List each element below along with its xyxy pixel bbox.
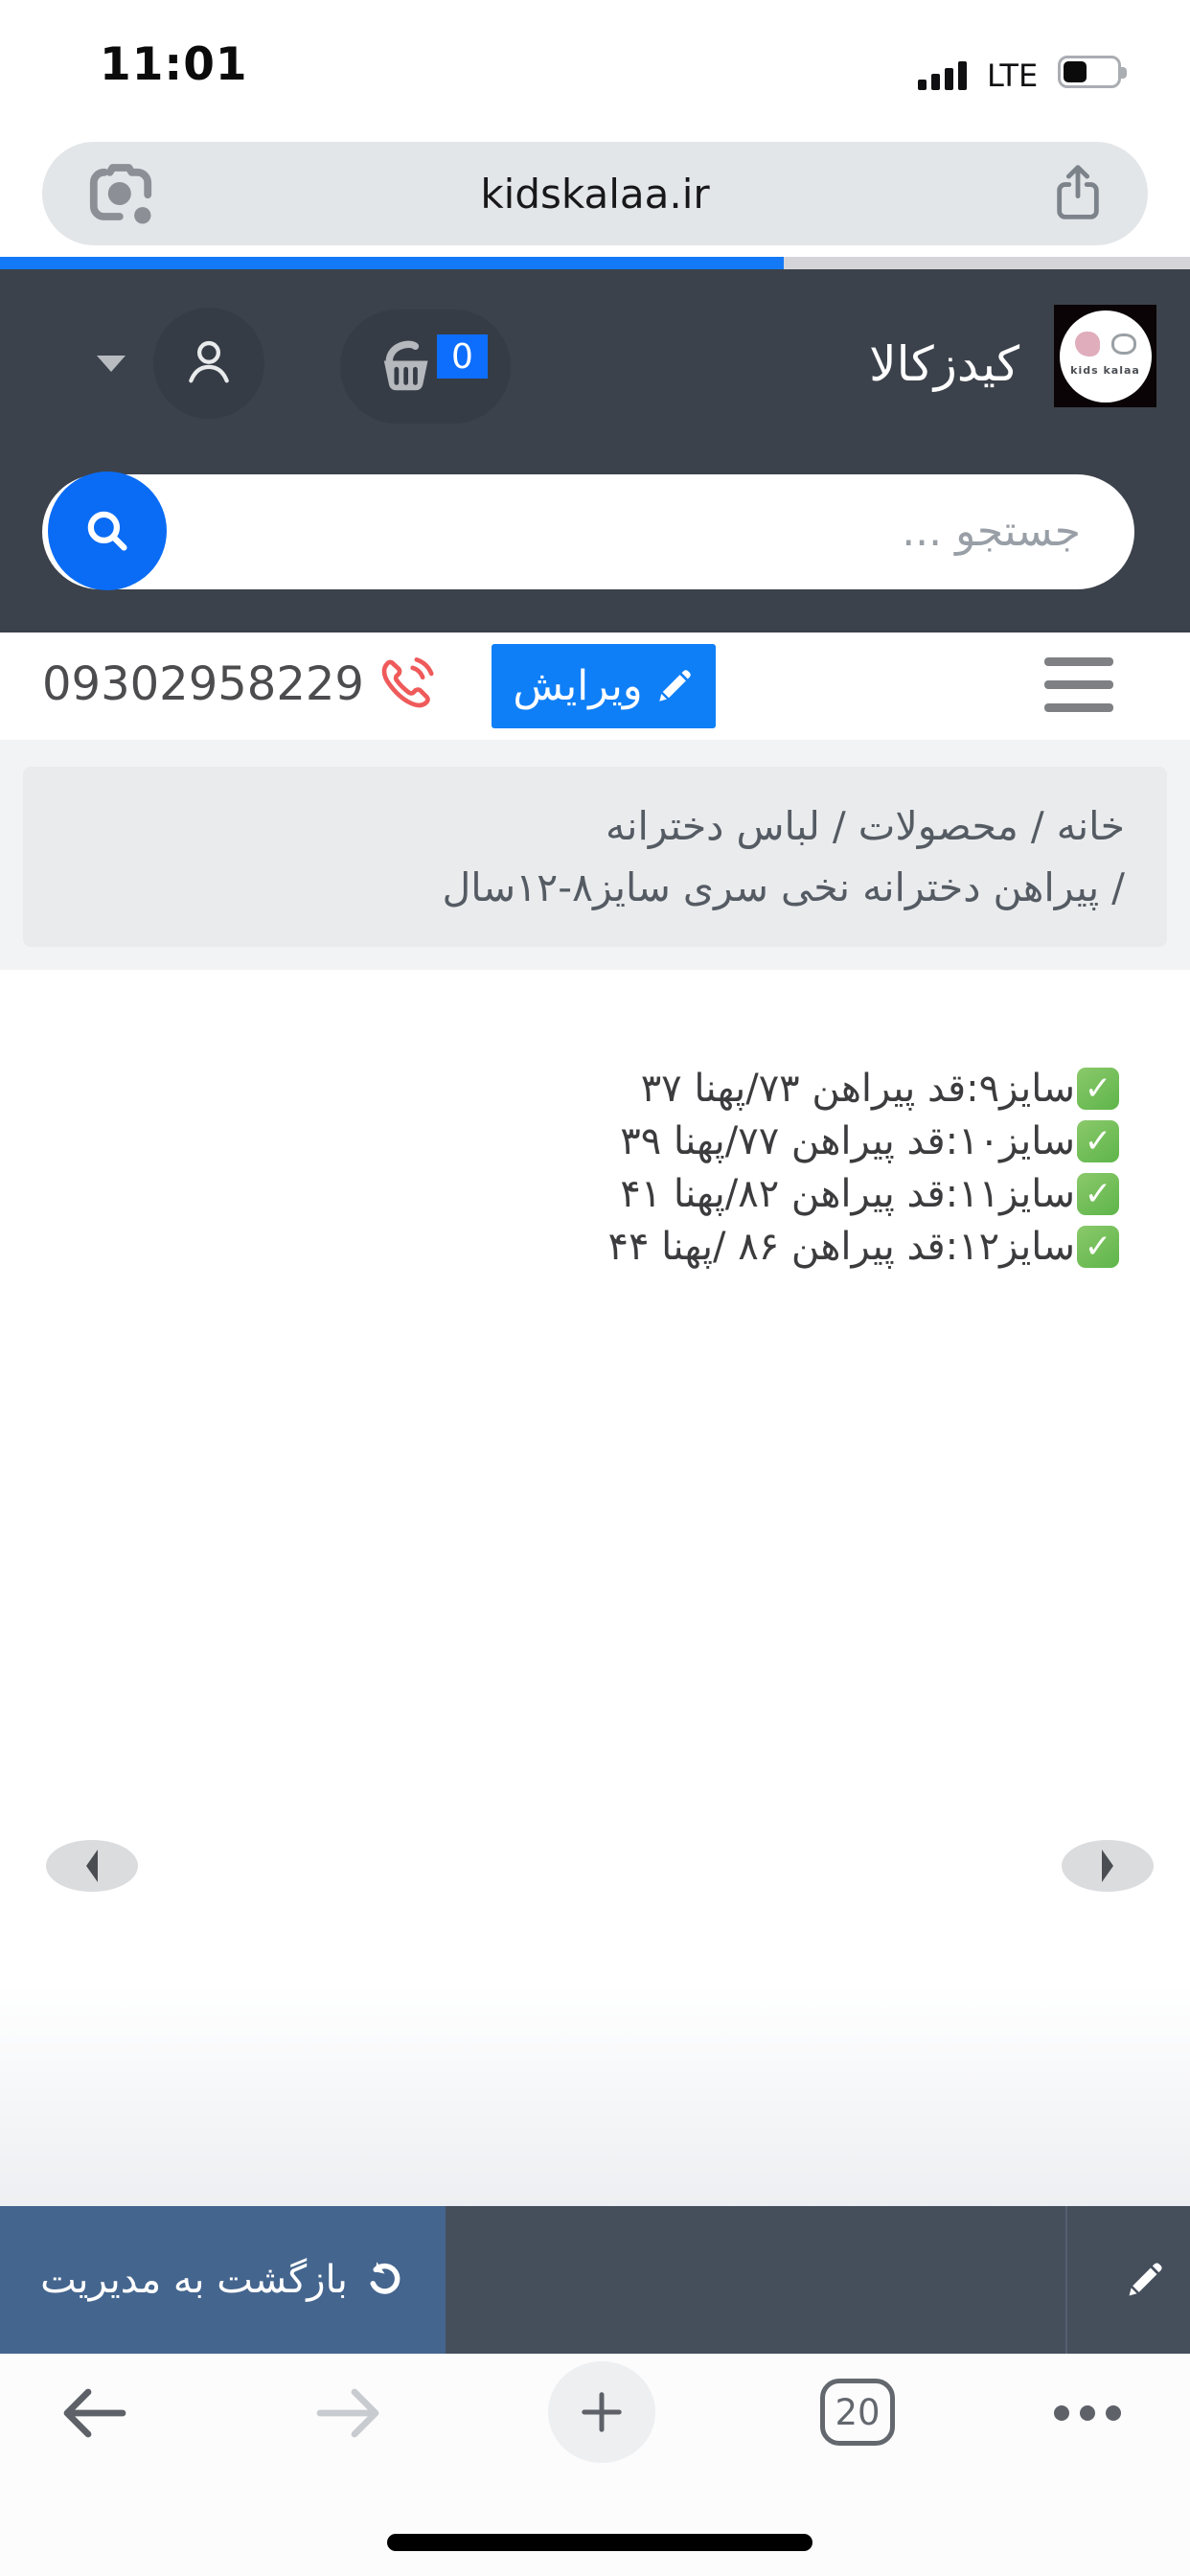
account-button[interactable] [153, 308, 264, 419]
breadcrumb-line-2[interactable]: / پیراهن دخترانه نخی سری سایز۸-۱۲سال [442, 864, 1125, 910]
cart-button[interactable] [340, 310, 511, 424]
edit-button[interactable] [492, 644, 716, 728]
user-icon [178, 331, 240, 396]
new-tab-button[interactable] [548, 2361, 655, 2463]
size-text: سایز۱۱:قد پیراهن ۸۲/پهنا ۴۱ [620, 1171, 1075, 1216]
search-input[interactable] [42, 474, 1134, 589]
status-bar [0, 0, 1190, 134]
undo-icon [363, 2259, 405, 2301]
signal-strength-icon [918, 61, 973, 90]
logo-artwork [1060, 310, 1152, 402]
tab-count: 20 [835, 2391, 881, 2433]
pencil-icon [654, 666, 695, 706]
admin-bar [0, 2206, 1190, 2354]
site-title[interactable]: کیدزکالا [869, 336, 1019, 392]
check-icon [1077, 1173, 1119, 1215]
size-row [608, 1062, 1120, 1115]
check-icon [1077, 1226, 1119, 1268]
address-bar[interactable] [42, 142, 1148, 245]
size-row [608, 1115, 1120, 1167]
back-to-admin-button[interactable] [0, 2206, 446, 2354]
cart-count-badge: 0 [437, 334, 488, 379]
carousel-prev-button[interactable] [46, 1840, 138, 1892]
breadcrumb [23, 767, 1167, 947]
logo-caption: kids kalaa [1070, 363, 1140, 377]
url-text[interactable]: kidskalaa.ir [480, 171, 710, 218]
page-load-progress [0, 257, 1190, 269]
size-text: سایز۹:قد پیراهن ۷۳/پهنا ۳۷ [640, 1066, 1075, 1111]
progress-fill [0, 257, 784, 269]
site-logo[interactable] [1054, 305, 1156, 407]
battery-icon [1058, 56, 1121, 88]
pencil-icon [1124, 2259, 1166, 2301]
breadcrumb-section [0, 740, 1190, 970]
check-icon [1077, 1120, 1119, 1162]
search-icon [80, 503, 135, 559]
browser-address-row [0, 142, 1190, 247]
size-row [608, 1220, 1120, 1273]
ringing-phone-icon[interactable] [374, 654, 437, 721]
browser-toolbar [0, 2354, 1190, 2576]
home-indicator[interactable] [387, 2534, 812, 2551]
size-row [608, 1167, 1120, 1220]
tabs-button[interactable] [820, 2379, 895, 2446]
size-text: سایز۱۰:قد پیراهن ۷۷/پهنا ۳۹ [620, 1118, 1075, 1163]
menu-button[interactable] [1044, 657, 1113, 726]
check-icon [1077, 1068, 1119, 1110]
size-list [608, 1062, 1120, 1273]
forward-button[interactable] [312, 2384, 385, 2442]
breadcrumb-line-1[interactable]: خانه / محصولات / لباس دخترانه [606, 803, 1125, 849]
admin-edit-button[interactable] [1100, 2206, 1190, 2354]
chevron-left-icon [86, 1850, 98, 1882]
edit-button-label: ویرایش [513, 662, 643, 710]
network-type-label: LTE [987, 58, 1039, 94]
phone-number-link[interactable]: 09302958229 [42, 657, 364, 711]
divider [1065, 2206, 1067, 2354]
more-options-button[interactable] [1054, 2405, 1121, 2421]
product-content [0, 970, 1190, 2206]
search-button[interactable] [48, 472, 167, 590]
plus-icon [580, 2390, 624, 2434]
chevron-right-icon [1102, 1850, 1113, 1882]
share-icon[interactable] [1050, 161, 1106, 228]
back-to-admin-label: بازگشت به مدیریت [40, 2258, 348, 2302]
basket-icon [375, 333, 446, 400]
account-dropdown-caret-icon[interactable] [97, 356, 126, 372]
back-button[interactable] [57, 2384, 130, 2442]
carousel-next-button[interactable] [1062, 1840, 1154, 1892]
clock: 11:01 [100, 38, 248, 91]
size-text: سایز۱۲:قد پیراهن ۸۶ /پهنا ۴۴ [607, 1224, 1075, 1269]
site-header [0, 269, 1190, 632]
contact-row [0, 632, 1190, 740]
search-placeholder: جستجو ... [902, 507, 1081, 556]
